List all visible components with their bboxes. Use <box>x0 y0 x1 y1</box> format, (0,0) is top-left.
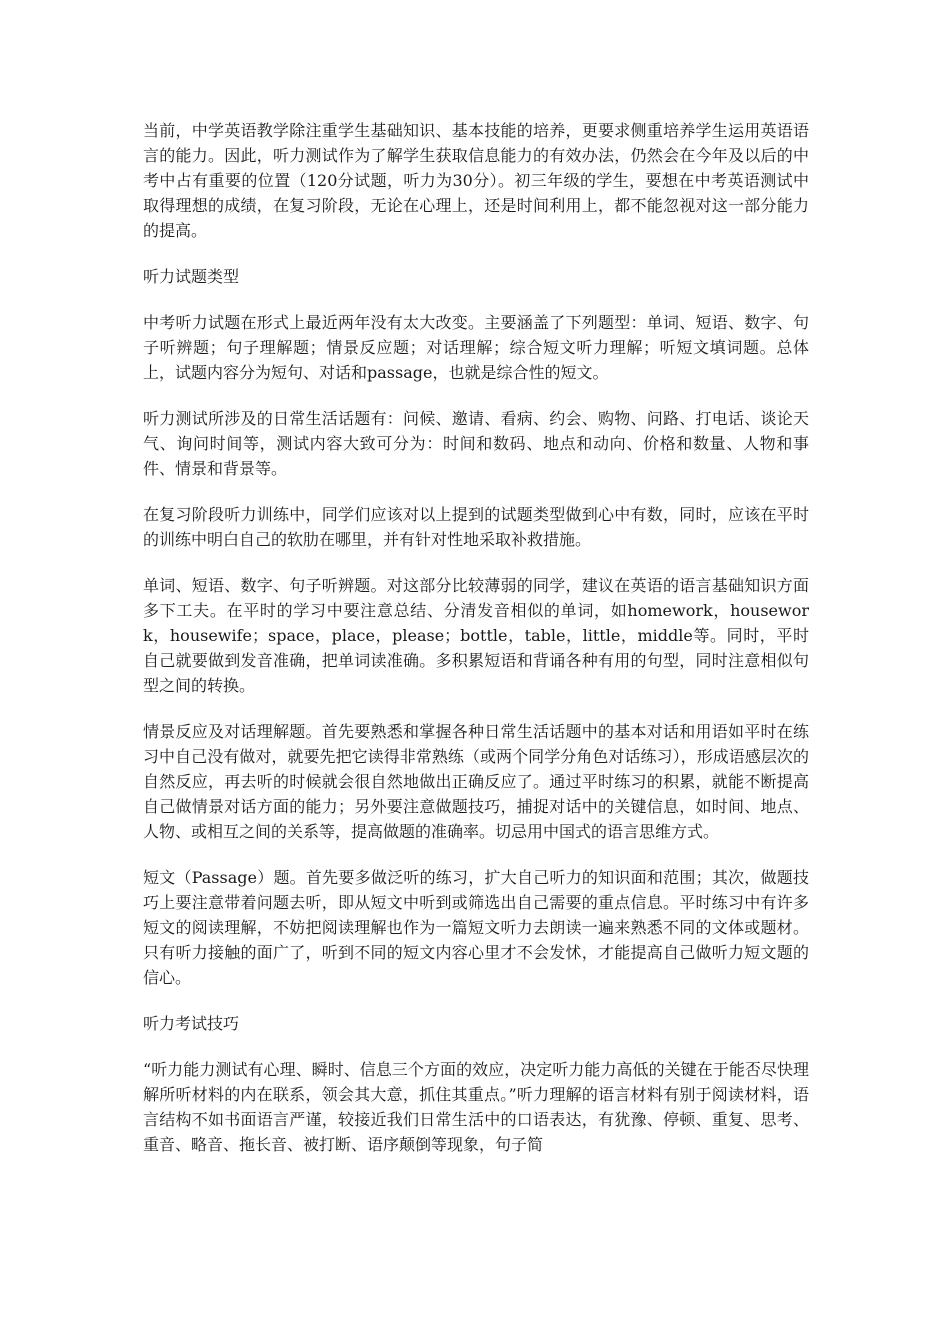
section-heading-question-types: 听力试题类型 <box>143 267 240 286</box>
word-discrimination-paragraph: 单词、短语、数字、句子听辨题。对这部分比较薄弱的同学，建议在英语的语言基础知识方面多下工夫。在平时的学习中要注意总结、分清发音相似的单词，如homework，housework，housewife；space，place，please；bottle，table，little，middle等。同时，平时自己就要做到发音准确，把单词读准确。多积累短语和背诵各种有用的句型，同时注意相似句型之间的转换。 <box>143 576 809 695</box>
exam-skills-paragraph: “听力能力测试有心理、瞬时、信息三个方面的效应，决定听力能力高低的关键在于能否尽快理解所听材料的内在联系，领会其大意，抓住其重点。”听力理解的语言材料有别于阅读材料，语言结构不如书面语言严谨，较接近我们日常生活中的口语表达，有犹豫、停顿、重复、思考、重音、略音、拖长音、被打断、语序颠倒等现象，句子简 <box>143 1060 809 1154</box>
topics-paragraph: 听力测试所涉及的日常生活话题有：问候、邀请、看病、约会、购物、问路、打电话、谈论天气、询问时间等，测试内容大致可分为：时间和数码、地点和动向、价格和数量、人物和事件、情景和背景等。 <box>143 409 809 478</box>
review-paragraph: 在复习阶段听力训练中，同学们应该对以上提到的试题类型做到心中有数，同时，应该在平时的训练中明白自己的软肋在哪里，并有针对性地采取补救措施。 <box>143 505 809 549</box>
passage-paragraph: 短文（Passage）题。首先要多做泛听的练习，扩大自己听力的知识面和范围；其次，做题技巧上要注意带着问题去听，即从短文中听到或筛选出自己需要的重点信息。平时练习中有许多短文的阅读理解，不妨把阅读理解也作为一篇短文听力去朗读一遍来熟悉不同的文体或题材。只有听力接触的面广了，听到不同的短文内容心里才不会发怵，才能提高自己做听力短文题的信心。 <box>143 868 809 987</box>
intro-paragraph: 当前，中学英语教学除注重学生基础知识、基本技能的培养，更要求侧重培养学生运用英语语言的能力。因此，听力测试作为了解学生获取信息能力的有效办法，仍然会在今年及以后的中考中占有重要的位置（120分试题，听力为30分）。初三年级的学生，要想在中考英语测试中取得理想的成绩，在复习阶段，无论在心理上，还是时间利用上，都不能忽视对这一部分能力的提高。 <box>143 121 809 240</box>
dialogue-paragraph: 情景反应及对话理解题。首先要熟悉和掌握各种日常生活话题中的基本对话和用语如平时在练习中自己没有做对，就要先把它读得非常熟练（或两个同学分角色对话练习），形成语感层次的自然反应，再去听的时候就会很自然地做出正确反应了。通过平时练习的积累，就能不断提高自己做情景对话方面的能力；另外要注意做题技巧，捕捉对话中的关键信息，如时间、地点、人物、或相互之间的关系等，提高做题的准确率。切忌用中国式的语言思维方式。 <box>143 722 809 841</box>
question-types-paragraph: 中考听力试题在形式上最近两年没有太大改变。主要涵盖了下列题型：单词、短语、数字、句子听辨题；句子理解题；情景反应题；对话理解；综合短文听力理解；听短文填词题。总体上，试题内容分为短句、对话和passage，也就是综合性的短文。 <box>143 313 809 382</box>
section-heading-exam-skills: 听力考试技巧 <box>143 1014 240 1033</box>
document-body <box>143 118 809 1178</box>
